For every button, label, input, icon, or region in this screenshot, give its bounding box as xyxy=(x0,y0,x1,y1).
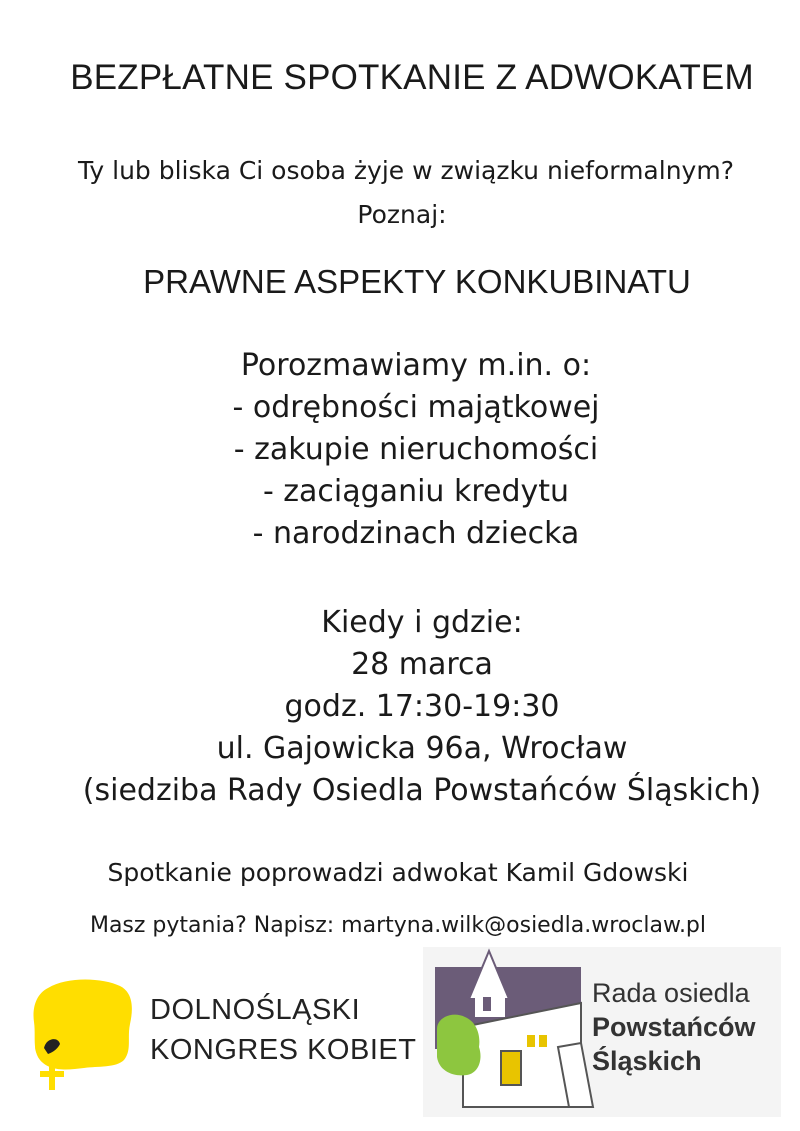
topic-item: - odrębności majątkowej xyxy=(232,390,600,425)
dkk-logo-text xyxy=(150,990,416,1070)
rada-line3: Śląskich xyxy=(592,1046,702,1076)
event-date: 28 marca xyxy=(351,647,493,682)
topic-item: - narodzinach dziecka xyxy=(252,516,580,551)
topics-heading: Porozmawiamy m.in. o: xyxy=(240,348,592,383)
contact-line: Masz pytania? Napisz: martyna.wilk@osiedla.wroclaw.pl xyxy=(89,913,707,938)
intro-cta: Poznaj: xyxy=(357,200,447,229)
host-line: Spotkanie poprowadzi adwokat Kamil Gdowski xyxy=(107,858,689,887)
rada-line1: Rada osiedla xyxy=(592,978,750,1008)
event-address: ul. Gajowicka 96a, Wrocław xyxy=(216,731,628,766)
intro-question: Ty lub bliska Ci osoba żyje w związku nieformalnym? xyxy=(78,156,734,185)
topic-item: - zaciąganiu kredytu xyxy=(262,474,570,509)
event-heading: Kiedy i gdzie: xyxy=(321,605,523,640)
page-title: BEZPŁATNE SPOTKANIE Z ADWOKATEM xyxy=(70,58,754,97)
rada-line2: Powstańców xyxy=(592,1012,756,1042)
topic-item: - zakupie nieruchomości xyxy=(233,432,599,467)
subtitle: PRAWNE ASPEKTY KONKUBINATU xyxy=(143,263,691,300)
dkk-line2: KONGRES KOBIET xyxy=(150,1034,417,1066)
event-venue: (siedziba Rady Osiedla Powstańców Śląskich) xyxy=(82,773,762,808)
event-block xyxy=(22,602,800,812)
dkk-logo-icon xyxy=(28,976,138,1101)
topics-block xyxy=(16,345,800,555)
dkk-line1: DOLNOŚLĄSKI xyxy=(150,994,361,1026)
event-time: godz. 17:30-19:30 xyxy=(284,689,560,724)
rada-logo-text xyxy=(592,976,756,1078)
